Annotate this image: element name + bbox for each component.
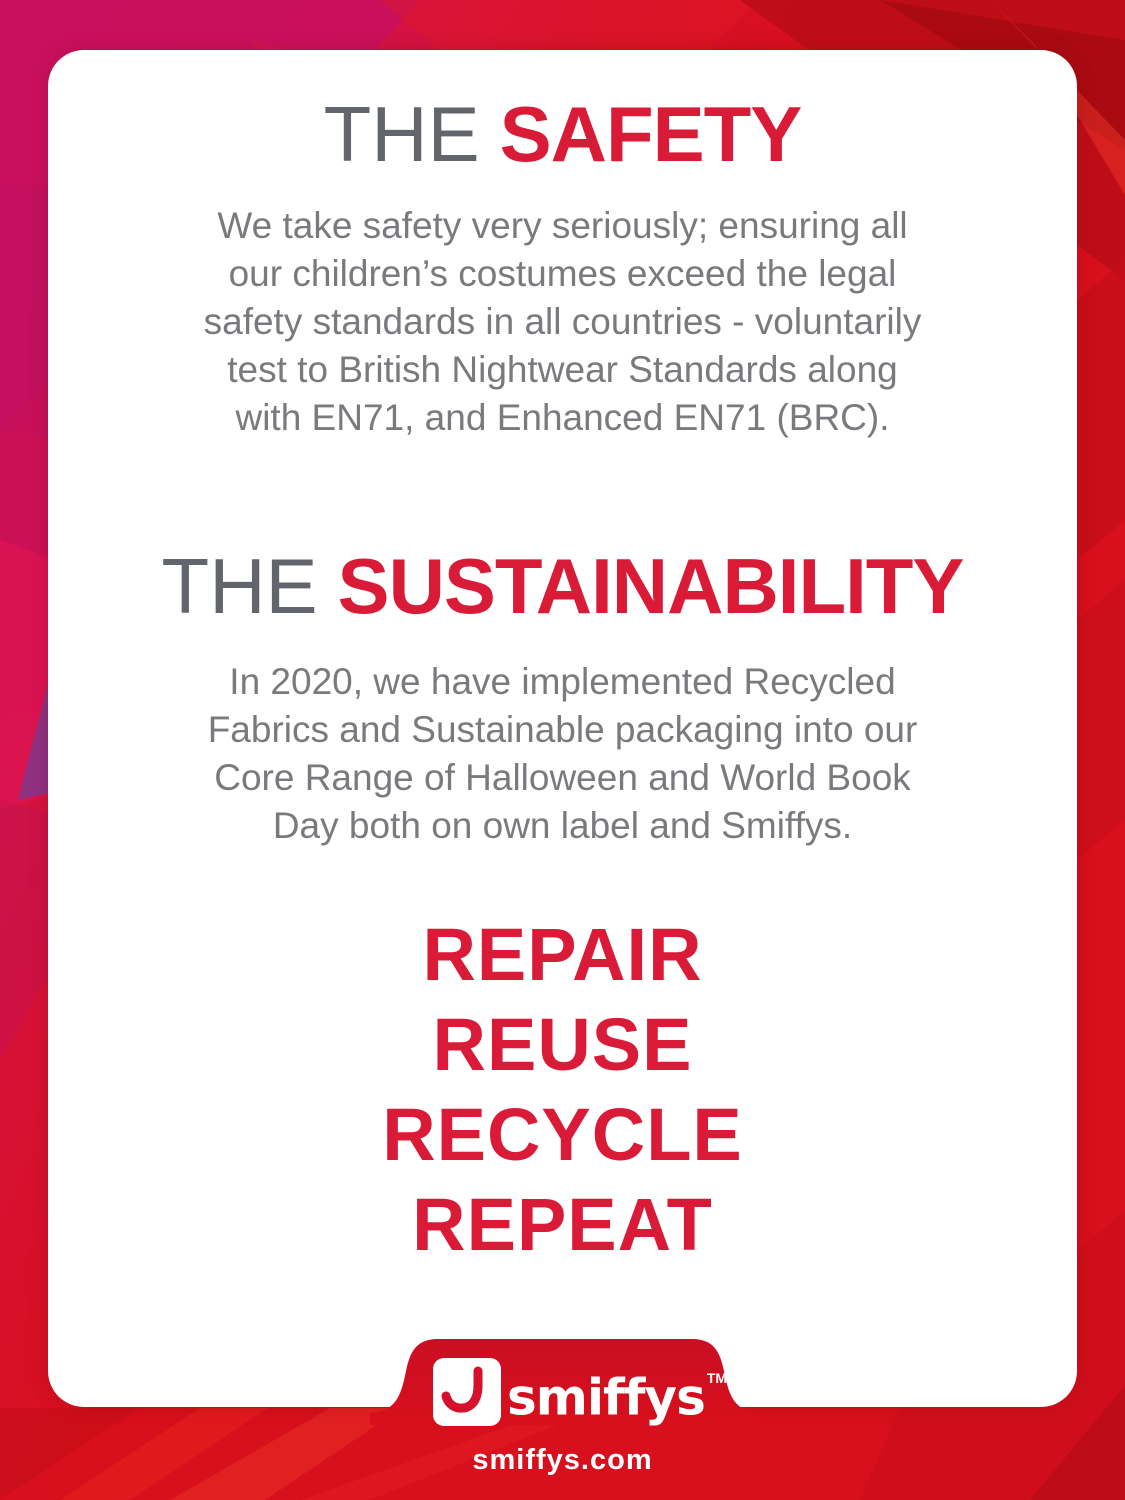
body-line: We take safety very seriously; ensuring all <box>217 205 908 246</box>
website-url: smiffys.com <box>472 1444 653 1476</box>
brand-wordmark <box>507 1356 728 1434</box>
slogan-line-repeat: REPEAT <box>412 1183 713 1266</box>
body-line: with EN71, and Enhanced EN71 (BRC). <box>235 397 890 438</box>
body-line: Fabrics and Sustainable packaging into our <box>207 709 918 750</box>
body-line: In 2020, we have implemented Recycled <box>229 661 896 702</box>
body-line: Core Range of Halloween and World Book <box>214 757 911 798</box>
sustainability-paragraph <box>48 658 1077 850</box>
safety-paragraph <box>48 202 1077 442</box>
slogan-line-recycle: RECYCLE <box>382 1093 743 1176</box>
body-line: our children’s costumes exceed the legal <box>228 253 897 294</box>
sustainability-heading <box>48 542 1077 630</box>
smiffys-smile-icon <box>433 1358 501 1426</box>
trademark-symbol: TM <box>706 1370 728 1386</box>
safety-heading-prefix: THE <box>323 90 480 178</box>
sustainability-heading-prefix: THE <box>161 542 318 630</box>
body-line: Day both on own label and Smiffys. <box>272 805 853 846</box>
slogan-line-repair: REPAIR <box>422 913 703 996</box>
sustainability-heading-emphasis: SUSTAINABILITY <box>337 542 964 630</box>
safety-heading <box>48 90 1077 178</box>
info-card <box>48 50 1077 1407</box>
body-line: safety standards in all countries - voluntarily <box>203 301 922 342</box>
slogan-line-reuse: REUSE <box>432 1003 693 1086</box>
body-line: test to British Nightwear Standards along <box>227 349 898 390</box>
brand-wordmark-text: smiffys <box>507 1368 705 1427</box>
slogan-block <box>48 910 1077 1270</box>
safety-heading-emphasis: SAFETY <box>499 90 802 178</box>
